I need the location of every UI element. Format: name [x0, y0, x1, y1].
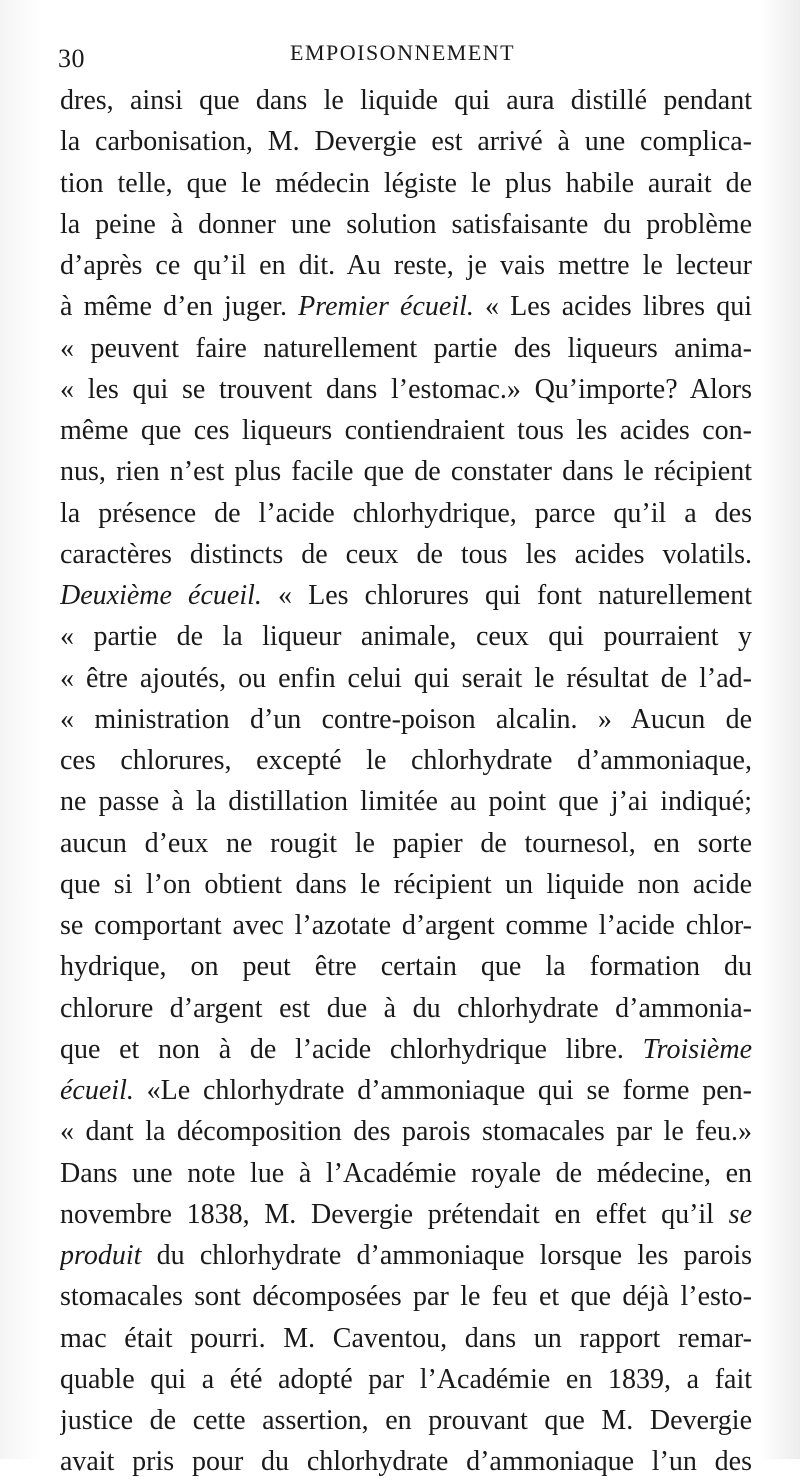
text-segment: d’après ce qu’il en dit. Au reste, je vais mettre le lecteur: [60, 250, 752, 281]
text-line: [60, 699, 752, 740]
text-segment: « partie de la liqueur animale, ceux qui pourraient y: [60, 621, 752, 653]
text-line: [60, 575, 752, 616]
text-segment: « peuvent faire naturellement partie des liqueurs anima-: [60, 332, 752, 364]
text-segment: à même d’en juger.: [60, 291, 299, 323]
text-line: [60, 1359, 752, 1400]
text-segment: Dans une note lue à l’Académie royale de médecine, en: [60, 1157, 752, 1189]
text-segment: justice de cette assertion, en prouvant que M. Devergie: [60, 1405, 752, 1436]
text-segment: « être ajoutés, ou enfin celui qui serait le résultat de l’ad-: [60, 662, 752, 694]
text-line: [60, 80, 752, 121]
text-segment: aucun d’eux ne rougit le papier de tournesol, en sorte: [60, 827, 752, 859]
text-segment: « dant la décomposition des parois stomacales par le feu.»: [60, 1116, 752, 1148]
text-segment: hydrique, on peut être certain que la formation du: [60, 951, 752, 983]
text-segment: tion telle, que le médecin légiste le plus habile aurait de: [60, 167, 752, 199]
text-line: [60, 1318, 752, 1359]
text-line: [60, 534, 752, 575]
text-line: [60, 451, 752, 492]
text-line: [60, 1029, 752, 1070]
text-line: [60, 1441, 752, 1482]
text-segment: « Les acides libres qui: [473, 291, 752, 323]
text-line: [60, 988, 752, 1029]
text-line: [60, 286, 752, 327]
text-line: [60, 163, 752, 204]
text-line: [60, 493, 752, 534]
text-line: [60, 204, 752, 245]
italic-text: Deuxième écueil.: [60, 580, 262, 611]
text-segment: se comportant avec l’azotate d’argent comme l’acide chlor-: [60, 910, 752, 941]
text-line: [60, 781, 752, 822]
text-line: [60, 1276, 752, 1317]
text-line: [60, 864, 752, 905]
text-line: [60, 1070, 752, 1111]
italic-text: Premier écueil.: [298, 291, 474, 323]
text-segment: la peine à donner une solution satisfaisante du problème: [60, 208, 752, 240]
text-line: [60, 245, 752, 286]
text-segment: la présence de l’acide chlorhydrique, parce qu’il a des: [60, 497, 752, 529]
text-segment: ces chlorures, excepté le chlorhydrate d’ammoniaque,: [60, 745, 752, 776]
text-segment: chlorure d’argent est due à du chlorhydrate d’ammonia-: [60, 992, 752, 1024]
italic-text: se: [728, 1198, 752, 1230]
text-line: [60, 121, 752, 162]
text-segment: « ministration d’un contre-poison alcalin. » Aucun de: [60, 703, 752, 735]
text-segment: caractères distincts de ceux de tous les acides volatils.: [60, 538, 752, 570]
text-segment: avait pris pour du chlorhydrate d’ammoniaque l’un des: [60, 1446, 752, 1478]
text-line: [60, 1194, 752, 1235]
italic-text: écueil.: [60, 1075, 134, 1106]
text-segment: ne passe à la distillation limitée au point que j’ai indiqué;: [60, 786, 752, 818]
text-line: [60, 616, 752, 657]
text-line: [60, 369, 752, 410]
running-title: EMPOISONNEMENT: [290, 40, 516, 65]
text-line: [60, 1111, 752, 1152]
text-segment: « Les chlorures qui font naturellement: [261, 580, 752, 611]
text-segment: que si l’on obtient dans le récipient un liquide non acide: [60, 868, 752, 900]
text-segment: stomacales sont décomposées par le feu et que déjà l’esto-: [60, 1281, 752, 1313]
text-line: [60, 1235, 752, 1276]
text-segment: que et non à de l’acide chlorhydrique libre.: [60, 1033, 643, 1065]
italic-text: Troisième: [642, 1033, 752, 1065]
text-segment: même que ces liqueurs contiendraient tous les acides con-: [60, 415, 752, 446]
text-segment: « les qui se trouvent dans l’estomac.» Qu’importe? Alors: [60, 373, 752, 405]
text-segment: la carbonisation, M. Devergie est arrivé à une complica-: [60, 126, 752, 158]
text-line: [60, 823, 752, 864]
text-segment: «Le chlorhydrate d’ammoniaque qui se forme pen-: [133, 1075, 752, 1106]
text-line: [60, 946, 752, 987]
text-line: [60, 740, 752, 781]
text-segment: mac était pourri. M. Caventou, dans un rapport remar-: [60, 1322, 752, 1354]
text-segment: novembre 1838, M. Devergie prétendait en effet qu’il: [60, 1198, 729, 1230]
text-line: [60, 658, 752, 699]
text-segment: nus, rien n’est plus facile que de constater dans le récipient: [60, 456, 752, 488]
text-line: [60, 1400, 752, 1441]
text-line: [60, 1153, 752, 1194]
body-text: [60, 80, 752, 1483]
text-line: [60, 905, 752, 946]
page-number: 30: [58, 44, 85, 73]
text-line: [60, 328, 752, 369]
text-segment: quable qui a été adopté par l’Académie en 1839, a fait: [60, 1363, 752, 1395]
text-segment: dres, ainsi que dans le liquide qui aura distillé pendant: [60, 85, 752, 116]
text-segment: du chlorhydrate d’ammoniaque lorsque les parois: [141, 1240, 752, 1271]
text-line: [60, 410, 752, 451]
italic-text: produit: [60, 1240, 142, 1271]
